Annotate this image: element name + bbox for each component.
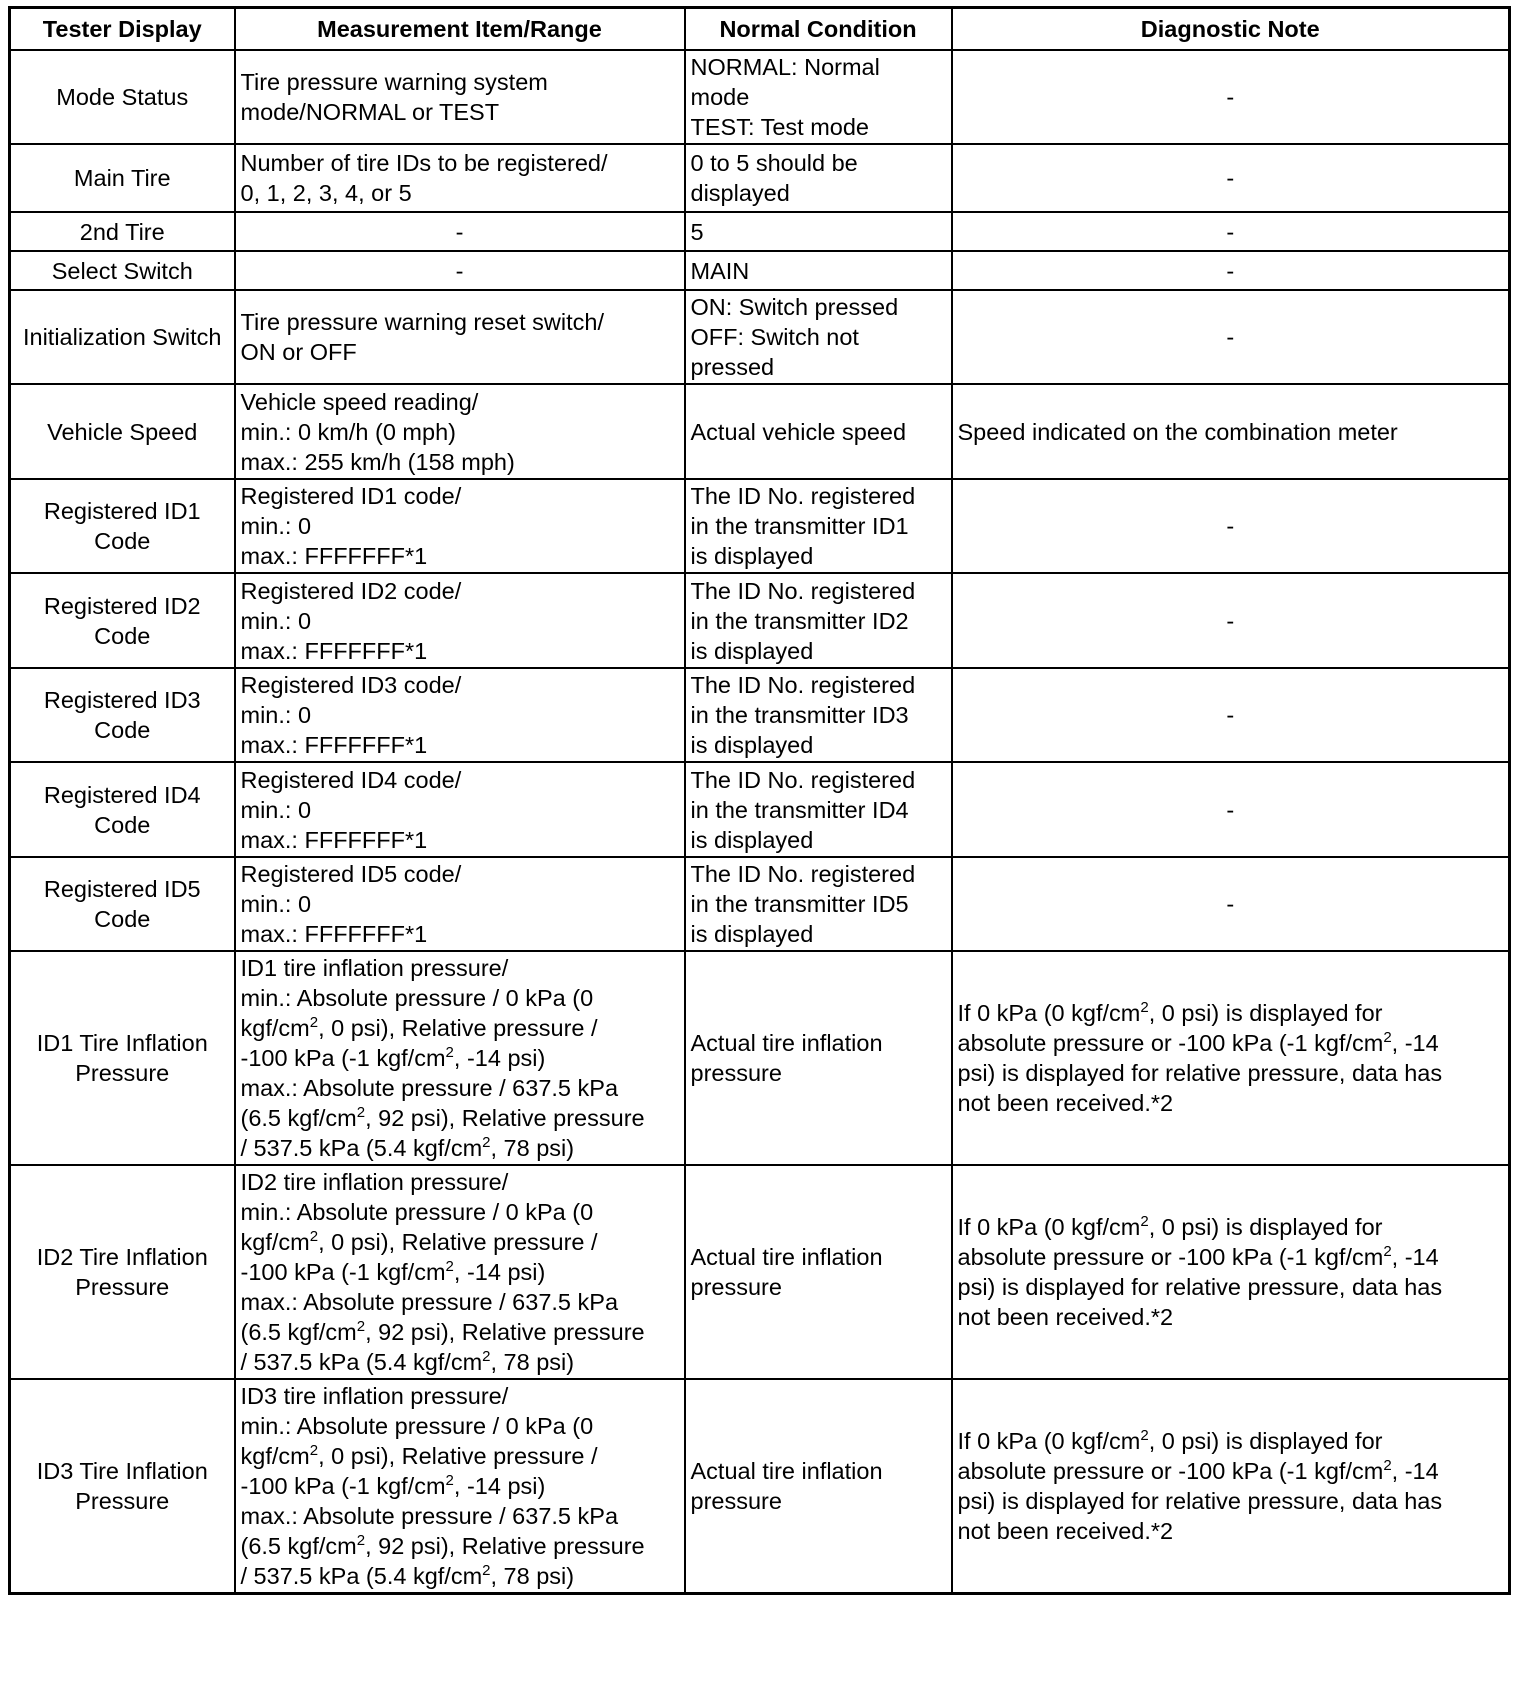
cell-line: min.: 0 — [240, 891, 312, 917]
cell-normal-condition — [685, 1165, 952, 1379]
cell-diagnostic-note — [952, 384, 1510, 479]
cell-diagnostic-note — [952, 857, 1510, 951]
cell-measurement-range — [235, 251, 685, 290]
cell-line: Actual tire inflation — [690, 1030, 883, 1056]
cell-measurement-range — [235, 668, 685, 762]
table-row — [10, 668, 1510, 762]
cell-line: not been received.*2 — [957, 1304, 1174, 1330]
table-row — [10, 573, 1510, 668]
cell-line: pressure — [690, 1060, 782, 1086]
cell-line: The ID No. registered — [690, 766, 916, 793]
cell-line: max.: FFFFFFF*1 — [240, 732, 428, 758]
header-normal-condition: Normal Condition — [685, 8, 952, 51]
cell-line: - — [1226, 165, 1235, 191]
cell-line: min.: Absolute pressure / 0 kPa (0 — [240, 985, 594, 1011]
cell-line: NORMAL: Normal — [690, 54, 880, 80]
cell-line: max.: FFFFFFF*1 — [240, 637, 428, 664]
cell-line: mode/NORMAL or TEST — [240, 99, 500, 125]
cell-measurement-range — [235, 384, 685, 479]
cell-line: Registered ID5 code/ — [240, 861, 462, 887]
cell-diagnostic-note — [952, 479, 1510, 573]
cell-line: in the transmitter ID2 — [690, 607, 909, 634]
cell-line: max.: FFFFFFF*1 — [240, 921, 428, 947]
cell-measurement-range — [235, 1165, 685, 1379]
cell-tester-display: Registered ID2 Code — [10, 573, 235, 668]
cell-line: - — [1226, 84, 1235, 110]
cell-line: pressure — [690, 1488, 782, 1514]
cell-normal-condition — [685, 290, 952, 384]
cell-normal-condition — [685, 479, 952, 573]
cell-line: in the transmitter ID1 — [690, 513, 909, 539]
cell-line: max.: 255 km/h (158 mph) — [240, 448, 515, 475]
cell-measurement-range — [235, 951, 685, 1165]
cell-line: pressure — [690, 1274, 782, 1300]
cell-line: mode — [690, 84, 750, 110]
cell-line: ID3 tire inflation pressure/ — [240, 1383, 509, 1409]
cell-tester-display: Registered ID1 Code — [10, 479, 235, 573]
cell-line: - — [455, 218, 464, 245]
cell-line: is displayed — [690, 543, 814, 569]
cell-line: kgf/$cm^2$, 0 psi), Relative pressure / — [240, 1442, 598, 1469]
cell-normal-condition — [685, 50, 952, 144]
cell-line: - — [455, 257, 464, 284]
cell-line: 0, 1, 2, 3, 4, or 5 — [240, 180, 412, 206]
cell-line: max.: Absolute pressure / 637.5 kPa — [240, 1503, 619, 1529]
cell-line: - — [1226, 607, 1235, 634]
cell-line: - — [1226, 702, 1235, 728]
cell-tester-display: Registered ID3 Code — [10, 668, 235, 762]
table-row — [10, 384, 1510, 479]
cell-normal-condition — [685, 251, 952, 290]
table-row — [10, 144, 1510, 212]
cell-tester-display: Registered ID5 Code — [10, 857, 235, 951]
cell-line: Registered ID1 code/ — [240, 483, 462, 509]
cell-line: displayed — [690, 180, 790, 206]
cell-line: 0 to 5 should be — [690, 150, 858, 176]
cell-normal-condition — [685, 1379, 952, 1594]
cell-line: max.: FFFFFFF*1 — [240, 543, 428, 569]
cell-measurement-range — [235, 50, 685, 144]
cell-tester-display: ID1 Tire Inflation Pressure — [10, 951, 235, 1165]
tester-data-table — [8, 6, 1511, 1595]
cell-line: Registered ID4 code/ — [240, 766, 462, 793]
cell-normal-condition — [685, 857, 952, 951]
cell-diagnostic-note — [952, 144, 1510, 212]
cell-measurement-range — [235, 212, 685, 251]
cell-line: is displayed — [690, 732, 814, 758]
cell-line: (6.5 kgf/$cm^2$, 92 psi), Relative pressure — [240, 1318, 645, 1345]
cell-line: psi) is displayed for relative pressure, data has — [957, 1060, 1443, 1086]
header-row — [10, 8, 1510, 51]
header-diagnostic-note: Diagnostic Note — [952, 8, 1510, 51]
cell-line: pressed — [690, 354, 775, 380]
cell-line: min.: 0 — [240, 702, 312, 728]
cell-line: If 0 kPa (0 kgf/$cm^2$, 0 psi) is displayed for — [957, 1213, 1383, 1240]
cell-line: absolute pressure or -100 kPa (-1 kgf/$cm^2$, -14 — [957, 1243, 1439, 1270]
cell-tester-display: Vehicle Speed — [10, 384, 235, 479]
cell-line: Speed indicated on the combination meter — [957, 418, 1398, 445]
header-tester-display: Tester Display — [10, 8, 235, 51]
cell-line: ON: Switch pressed — [690, 294, 899, 320]
cell-tester-display: 2nd Tire — [10, 212, 235, 251]
cell-diagnostic-note — [952, 668, 1510, 762]
table-row — [10, 1165, 1510, 1379]
cell-tester-display: Main Tire — [10, 144, 235, 212]
cell-tester-display: ID3 Tire Inflation Pressure — [10, 1379, 235, 1594]
cell-line: psi) is displayed for relative pressure, data has — [957, 1274, 1443, 1300]
cell-line: The ID No. registered — [690, 577, 916, 604]
cell-diagnostic-note — [952, 251, 1510, 290]
cell-line: psi) is displayed for relative pressure, data has — [957, 1488, 1443, 1514]
cell-measurement-range — [235, 479, 685, 573]
cell-line: The ID No. registered — [690, 672, 916, 698]
table-row — [10, 857, 1510, 951]
cell-line: not been received.*2 — [957, 1090, 1174, 1116]
cell-line: -100 kPa (-1 kgf/$cm^2$, -14 psi) — [240, 1472, 546, 1499]
cell-line: kgf/$cm^2$, 0 psi), Relative pressure / — [240, 1228, 598, 1255]
cell-line: - — [1226, 324, 1235, 350]
cell-line: Actual tire inflation — [690, 1458, 883, 1484]
cell-line: - — [1226, 257, 1235, 284]
cell-line: -100 kPa (-1 kgf/$cm^2$, -14 psi) — [240, 1258, 546, 1285]
cell-line: absolute pressure or -100 kPa (-1 kgf/$cm^2$, -14 — [957, 1457, 1439, 1484]
cell-line: is displayed — [690, 637, 814, 664]
cell-tester-display: Initialization Switch — [10, 290, 235, 384]
cell-line: max.: Absolute pressure / 637.5 kPa — [240, 1289, 619, 1315]
cell-normal-condition — [685, 951, 952, 1165]
cell-line: The ID No. registered — [690, 483, 916, 509]
cell-line: ON or OFF — [240, 339, 357, 365]
cell-measurement-range — [235, 144, 685, 212]
cell-line: - — [1226, 796, 1235, 823]
cell-normal-condition — [685, 668, 952, 762]
cell-normal-condition — [685, 144, 952, 212]
cell-normal-condition — [685, 573, 952, 668]
cell-line: in the transmitter ID3 — [690, 702, 909, 728]
cell-line: TEST: Test mode — [690, 114, 869, 140]
table-row — [10, 50, 1510, 144]
cell-line: (6.5 kgf/$cm^2$, 92 psi), Relative pressure — [240, 1104, 645, 1131]
cell-line: - — [1226, 218, 1235, 245]
cell-line: Actual tire inflation — [690, 1244, 883, 1270]
cell-line: Tire pressure warning reset switch/ — [240, 309, 605, 335]
cell-line: max.: FFFFFFF*1 — [240, 826, 428, 853]
cell-line: - — [1226, 891, 1235, 917]
cell-diagnostic-note — [952, 951, 1510, 1165]
cell-line: is displayed — [690, 921, 814, 947]
cell-line: - — [1226, 513, 1235, 539]
cell-normal-condition — [685, 762, 952, 857]
cell-line: / 537.5 kPa (5.4 kgf/$cm^2$, 78 psi) — [240, 1562, 575, 1589]
cell-line: max.: Absolute pressure / 637.5 kPa — [240, 1075, 619, 1101]
cell-line: absolute pressure or -100 kPa (-1 kgf/$cm^2$, -14 — [957, 1029, 1439, 1056]
cell-normal-condition — [685, 212, 952, 251]
cell-line: min.: 0 — [240, 513, 312, 539]
cell-line: The ID No. registered — [690, 861, 916, 887]
cell-line: in the transmitter ID4 — [690, 796, 909, 823]
table-row — [10, 290, 1510, 384]
cell-line: MAIN — [690, 257, 750, 284]
cell-measurement-range — [235, 762, 685, 857]
cell-diagnostic-note — [952, 290, 1510, 384]
cell-line: not been received.*2 — [957, 1518, 1174, 1544]
cell-line: ID1 tire inflation pressure/ — [240, 955, 509, 981]
cell-line: Number of tire IDs to be registered/ — [240, 150, 608, 176]
cell-line: / 537.5 kPa (5.4 kgf/$cm^2$, 78 psi) — [240, 1348, 575, 1375]
table-row — [10, 951, 1510, 1165]
cell-measurement-range — [235, 290, 685, 384]
cell-line: ID2 tire inflation pressure/ — [240, 1169, 509, 1195]
cell-tester-display: Registered ID4 Code — [10, 762, 235, 857]
header-measurement-item-range: Measurement Item/Range — [235, 8, 685, 51]
cell-line: Tire pressure warning system — [240, 69, 548, 95]
cell-diagnostic-note — [952, 50, 1510, 144]
cell-measurement-range — [235, 857, 685, 951]
cell-line: -100 kPa (-1 kgf/$cm^2$, -14 psi) — [240, 1044, 546, 1071]
cell-line: Registered ID3 code/ — [240, 672, 462, 698]
cell-line: Vehicle speed reading/ — [240, 388, 479, 415]
table-row — [10, 1379, 1510, 1594]
cell-line: min.: Absolute pressure / 0 kPa (0 — [240, 1199, 594, 1225]
cell-line: in the transmitter ID5 — [690, 891, 909, 917]
cell-line: Registered ID2 code/ — [240, 577, 462, 604]
cell-measurement-range — [235, 1379, 685, 1594]
cell-line: OFF: Switch not — [690, 324, 859, 350]
table-row — [10, 479, 1510, 573]
cell-tester-display: ID2 Tire Inflation Pressure — [10, 1165, 235, 1379]
table-row — [10, 762, 1510, 857]
table-row — [10, 251, 1510, 290]
cell-line: min.: Absolute pressure / 0 kPa (0 — [240, 1413, 594, 1439]
cell-line: min.: 0 km/h (0 mph) — [240, 418, 456, 445]
cell-line: If 0 kPa (0 kgf/$cm^2$, 0 psi) is displayed for — [957, 1427, 1383, 1454]
cell-diagnostic-note — [952, 212, 1510, 251]
cell-line: 5 — [690, 218, 704, 245]
cell-tester-display: Select Switch — [10, 251, 235, 290]
cell-line: Actual vehicle speed — [690, 418, 907, 445]
table-row — [10, 212, 1510, 251]
table-body — [10, 50, 1510, 1594]
cell-diagnostic-note — [952, 762, 1510, 857]
cell-line: kgf/$cm^2$, 0 psi), Relative pressure / — [240, 1014, 598, 1041]
cell-line: / 537.5 kPa (5.4 kgf/$cm^2$, 78 psi) — [240, 1134, 575, 1161]
cell-diagnostic-note — [952, 1379, 1510, 1594]
cell-line: is displayed — [690, 826, 814, 853]
cell-tester-display: Mode Status — [10, 50, 235, 144]
cell-diagnostic-note — [952, 1165, 1510, 1379]
cell-line: (6.5 kgf/$cm^2$, 92 psi), Relative pressure — [240, 1532, 645, 1559]
cell-normal-condition — [685, 384, 952, 479]
cell-measurement-range — [235, 573, 685, 668]
cell-line: min.: 0 — [240, 796, 312, 823]
cell-diagnostic-note — [952, 573, 1510, 668]
cell-line: If 0 kPa (0 kgf/$cm^2$, 0 psi) is displayed for — [957, 999, 1383, 1026]
cell-line: min.: 0 — [240, 607, 312, 634]
